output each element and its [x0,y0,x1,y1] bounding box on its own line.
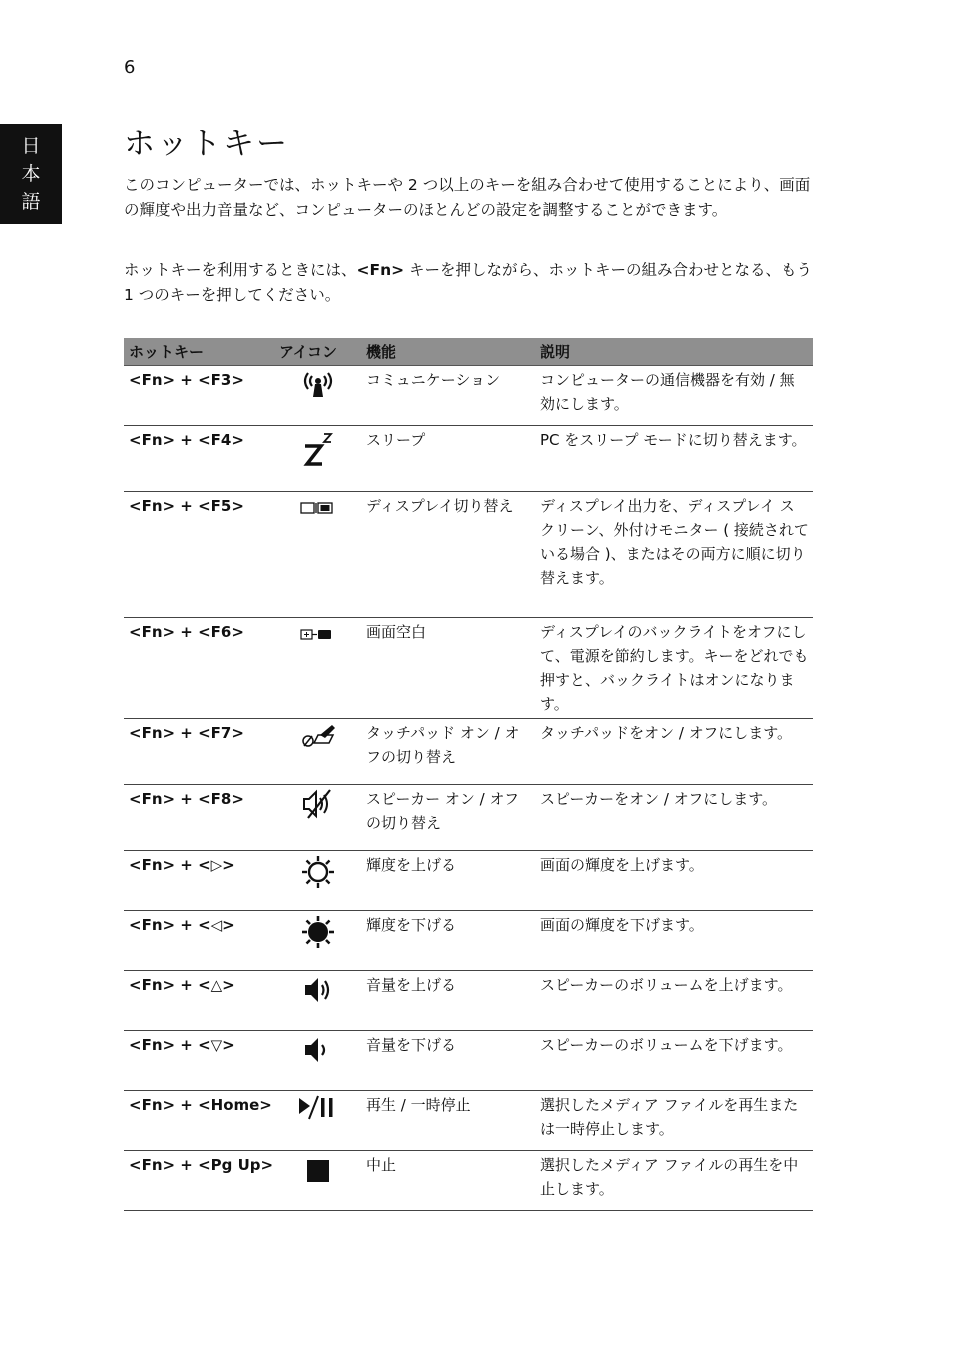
language-tab-char: 日 [21,135,41,157]
table-row [124,1151,813,1211]
description-cell: ディスプレイのバックライトをオフにして、電源を節約します。キーをどれでも押すと、バックライトはオンになります。 [535,618,813,719]
stop-icon [300,1153,336,1187]
description-cell: スピーカーのボリュームを下げます。 [535,1031,813,1091]
table-row [124,971,813,1031]
table-row [124,719,813,785]
language-tab-char: 語 [21,191,41,213]
fn-key-label: <Fn> [356,261,405,279]
table-row [124,1031,813,1091]
hotkey-cell: <Fn> + <F8> [124,785,274,851]
screen-blank-icon [298,620,338,644]
description-cell: 選択したメディア ファイルを再生または一時停止します。 [535,1091,813,1151]
function-cell: 音量を下げる [361,1031,535,1091]
function-cell: 中止 [361,1151,535,1211]
sleep-icon [300,428,336,468]
speaker-toggle-icon [298,787,338,821]
table-row [124,851,813,911]
description-cell: 選択したメディア ファイルの再生を中止します。 [535,1151,813,1211]
hotkey-table [124,338,813,1211]
hotkey-cell: <Fn> + <▷> [124,851,274,911]
hotkey-cell: <Fn> + <F7> [124,719,274,785]
page-title: ホットキー [124,126,289,162]
volume-down-icon [300,1033,336,1067]
hotkey-cell: <Fn> + <Home> [124,1091,274,1151]
hotkey-cell: <Fn> + <▽> [124,1031,274,1091]
function-cell: スリープ [361,426,535,492]
language-tab [0,124,62,224]
table-row [124,366,813,426]
description-cell: スピーカーをオン / オフにします。 [535,785,813,851]
table-row [124,618,813,719]
description-cell: PC をスリープ モードに切り替えます。 [535,426,813,492]
description-cell: ディスプレイ出力を、ディスプレイ スクリーン、外付けモニター ( 接続されている場合 )、またはその両方に順に切り替えます。 [535,492,813,618]
intro-paragraph: このコンピューターでは、ホットキーや 2 つ以上のキーを組み合わせて使用することにより、画面の輝度や出力音量など、コンピューターのほとんどの設定を調整することができます。 [124,176,811,219]
volume-up-icon [300,973,336,1007]
display-toggle-icon [298,494,338,518]
touchpad-toggle-icon [298,721,338,751]
function-cell: コミュニケーション [361,366,535,426]
page-number: 6 [124,57,136,78]
brightness-down-icon [299,913,337,951]
function-cell: 輝度を下げる [361,911,535,971]
wireless-icon [300,368,336,400]
function-cell: スピーカー オン / オフの切り替え [361,785,535,851]
description-cell: コンピューターの通信機器を有効 / 無効にします。 [535,366,813,426]
hotkey-cell: <Fn> + <F5> [124,492,274,618]
function-cell: 音量を上げる [361,971,535,1031]
table-header-row [124,338,813,366]
hotkey-cell: <Fn> + <△> [124,971,274,1031]
function-cell: タッチパッド オン / オフの切り替え [361,719,535,785]
table-row [124,785,813,851]
description-cell: 画面の輝度を下げます。 [535,911,813,971]
table-row [124,911,813,971]
column-header-description: 説明 [535,338,813,366]
column-header-icon: アイコン [274,338,361,366]
table-row [124,492,813,618]
instruction-text: キーを押しながら、ホットキーの組み合わせとなる、もう 1 つのキーを押してください。 [124,261,813,304]
hotkey-cell: <Fn> + <F4> [124,426,274,492]
column-header-function: 機能 [361,338,535,366]
function-cell: 画面空白 [361,618,535,719]
function-cell: 輝度を上げる [361,851,535,911]
function-cell: 再生 / 一時停止 [361,1091,535,1151]
description-cell: タッチパッドをオン / オフにします。 [535,719,813,785]
column-header-hotkey: ホットキー [124,338,274,366]
hotkey-cell: <Fn> + <F6> [124,618,274,719]
table-row [124,426,813,492]
instruction-text: ホットキーを利用するときには、 [124,261,357,279]
description-cell: スピーカーのボリュームを上げます。 [535,971,813,1031]
language-tab-char: 本 [21,163,41,185]
description-cell: 画面の輝度を上げます。 [535,851,813,911]
table-row [124,1091,813,1151]
hotkey-cell: <Fn> + <◁> [124,911,274,971]
play-pause-icon [296,1093,340,1123]
instruction-paragraph [124,258,816,308]
hotkey-cell: <Fn> + <F3> [124,366,274,426]
brightness-up-icon [299,853,337,891]
function-cell: ディスプレイ切り替え [361,492,535,618]
hotkey-cell: <Fn> + <Pg Up> [124,1151,274,1211]
